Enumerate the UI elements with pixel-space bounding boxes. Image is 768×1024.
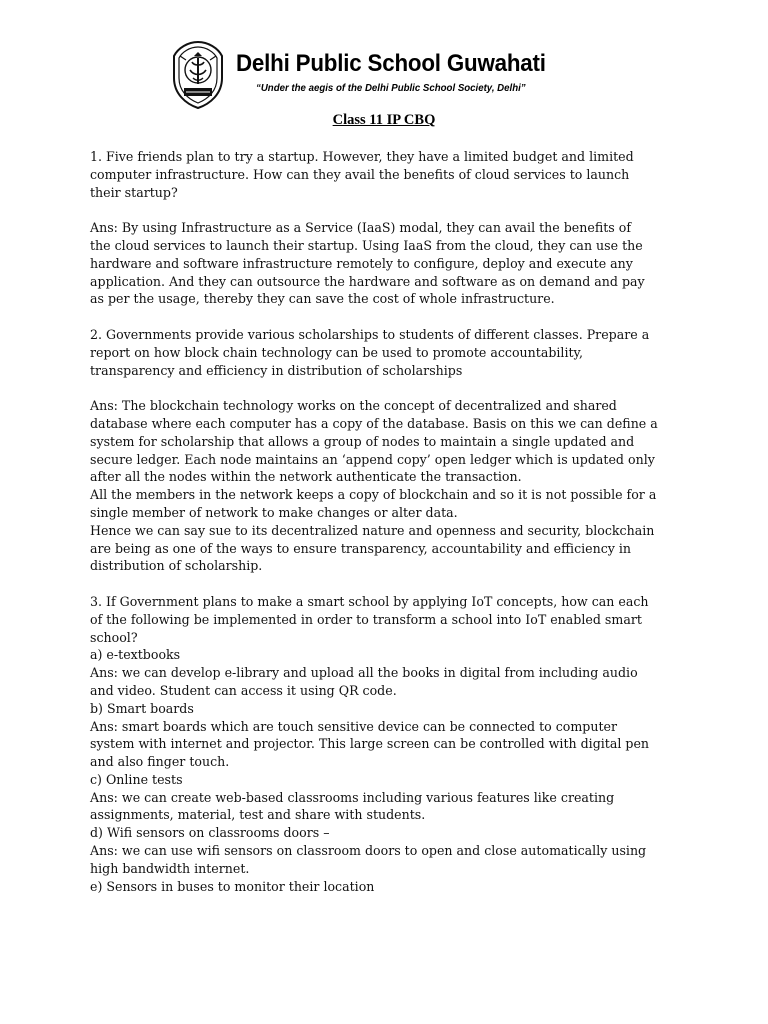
text-line: distribution of scholarship. — [90, 558, 263, 574]
text-line: are being as one of the ways to ensure transparency, accountability and efficiency in — [90, 540, 632, 556]
text-line: school? — [90, 629, 138, 645]
text-line: and also finger touch. — [90, 754, 230, 770]
text-line: the cloud services to launch their startup. Using IaaS from the cloud, they can use the — [90, 237, 643, 253]
text-line: single member of network to make changes or alter data. — [90, 504, 458, 520]
text-line: transparency and efficiency in distribution of scholarships — [90, 362, 463, 378]
text-line: d) Wifi sensors on classrooms doors – — [90, 825, 330, 841]
answer-paragraph — [90, 219, 690, 308]
text-line: report on how block chain technology can be used to promote accountability, — [90, 344, 583, 360]
school-header — [170, 40, 590, 112]
text-line: e) Sensors in buses to monitor their location — [90, 878, 375, 894]
question-paragraph — [90, 593, 690, 896]
text-line: computer infrastructure. How can they avail the benefits of cloud services to launch — [90, 166, 630, 182]
text-line: assignments, material, test and share with students. — [90, 807, 426, 823]
text-line: of the following be implemented in order to transform a school into IoT enabled smart — [90, 611, 642, 627]
text-line: and video. Student can access it using QR code. — [90, 682, 397, 698]
text-line: Ans: By using Infrastructure as a Service (IaaS) modal, they can avail the benefits of — [90, 220, 631, 236]
text-line: high bandwidth internet. — [90, 860, 250, 876]
text-line: 1. Five friends plan to try a startup. However, they have a limited budget and limited — [90, 149, 634, 164]
text-line: a) e-textbooks — [90, 647, 181, 663]
text-line: Ans: smart boards which are touch sensitive device can be connected to computer — [90, 718, 618, 734]
text-line: Ans: The blockchain technology works on the concept of decentralized and shared — [90, 398, 617, 414]
text-line: database where each computer has a copy of the database. Basis on this we can define a — [90, 415, 658, 431]
question-paragraph — [90, 148, 690, 201]
text-line: application. And they can outsource the hardware and software as on demand and pay — [90, 273, 645, 289]
school-crest-logo — [170, 40, 226, 110]
text-line: system for scholarship that allows a group of nodes to maintain a single updated and — [90, 433, 635, 449]
text-line: 2. Governments provide various scholarships to students of different classes. Prepare a — [90, 326, 650, 342]
text-line: system with internet and projector. This large screen can be controlled with digital pen — [90, 736, 650, 752]
answer-paragraph — [90, 397, 690, 575]
text-line: All the members in the network keeps a copy of blockchain and so it is not possible for a — [90, 487, 657, 503]
text-line: their startup? — [90, 184, 178, 200]
document-body — [90, 148, 690, 895]
question-paragraph — [90, 326, 690, 379]
document-title: Class 11 IP CBQ — [332, 112, 436, 128]
text-line: Ans: we can use wifi sensors on classroom doors to open and close automatically using — [90, 843, 647, 859]
text-line: Ans: we can create web-based classrooms including various features like creating — [90, 789, 615, 805]
school-name: Delhi Public School Guwahati — [236, 50, 546, 77]
text-line: c) Online tests — [90, 771, 183, 787]
text-line: Hence we can say sue to its decentralized nature and openness and security, blockchain — [90, 522, 655, 538]
text-line: as per the usage, thereby they can save the cost of whole infrastructure. — [90, 291, 555, 307]
text-line: hardware and software infrastructure remotely to configure, deploy and execute any — [90, 255, 633, 271]
school-tagline: “Under the aegis of the Delhi Public School Society, Delhi” — [256, 82, 526, 94]
text-line: after all the nodes within the network authenticate the transaction. — [90, 469, 522, 485]
text-line: 3. If Government plans to make a smart school by applying IoT concepts, how can each — [90, 593, 649, 609]
text-line: secure ledger. Each node maintains an ‘append copy’ open ledger which is updated only — [90, 451, 655, 467]
text-line: Ans: we can develop e-library and upload all the books in digital from including audio — [90, 665, 638, 681]
text-line: b) Smart boards — [90, 700, 194, 716]
